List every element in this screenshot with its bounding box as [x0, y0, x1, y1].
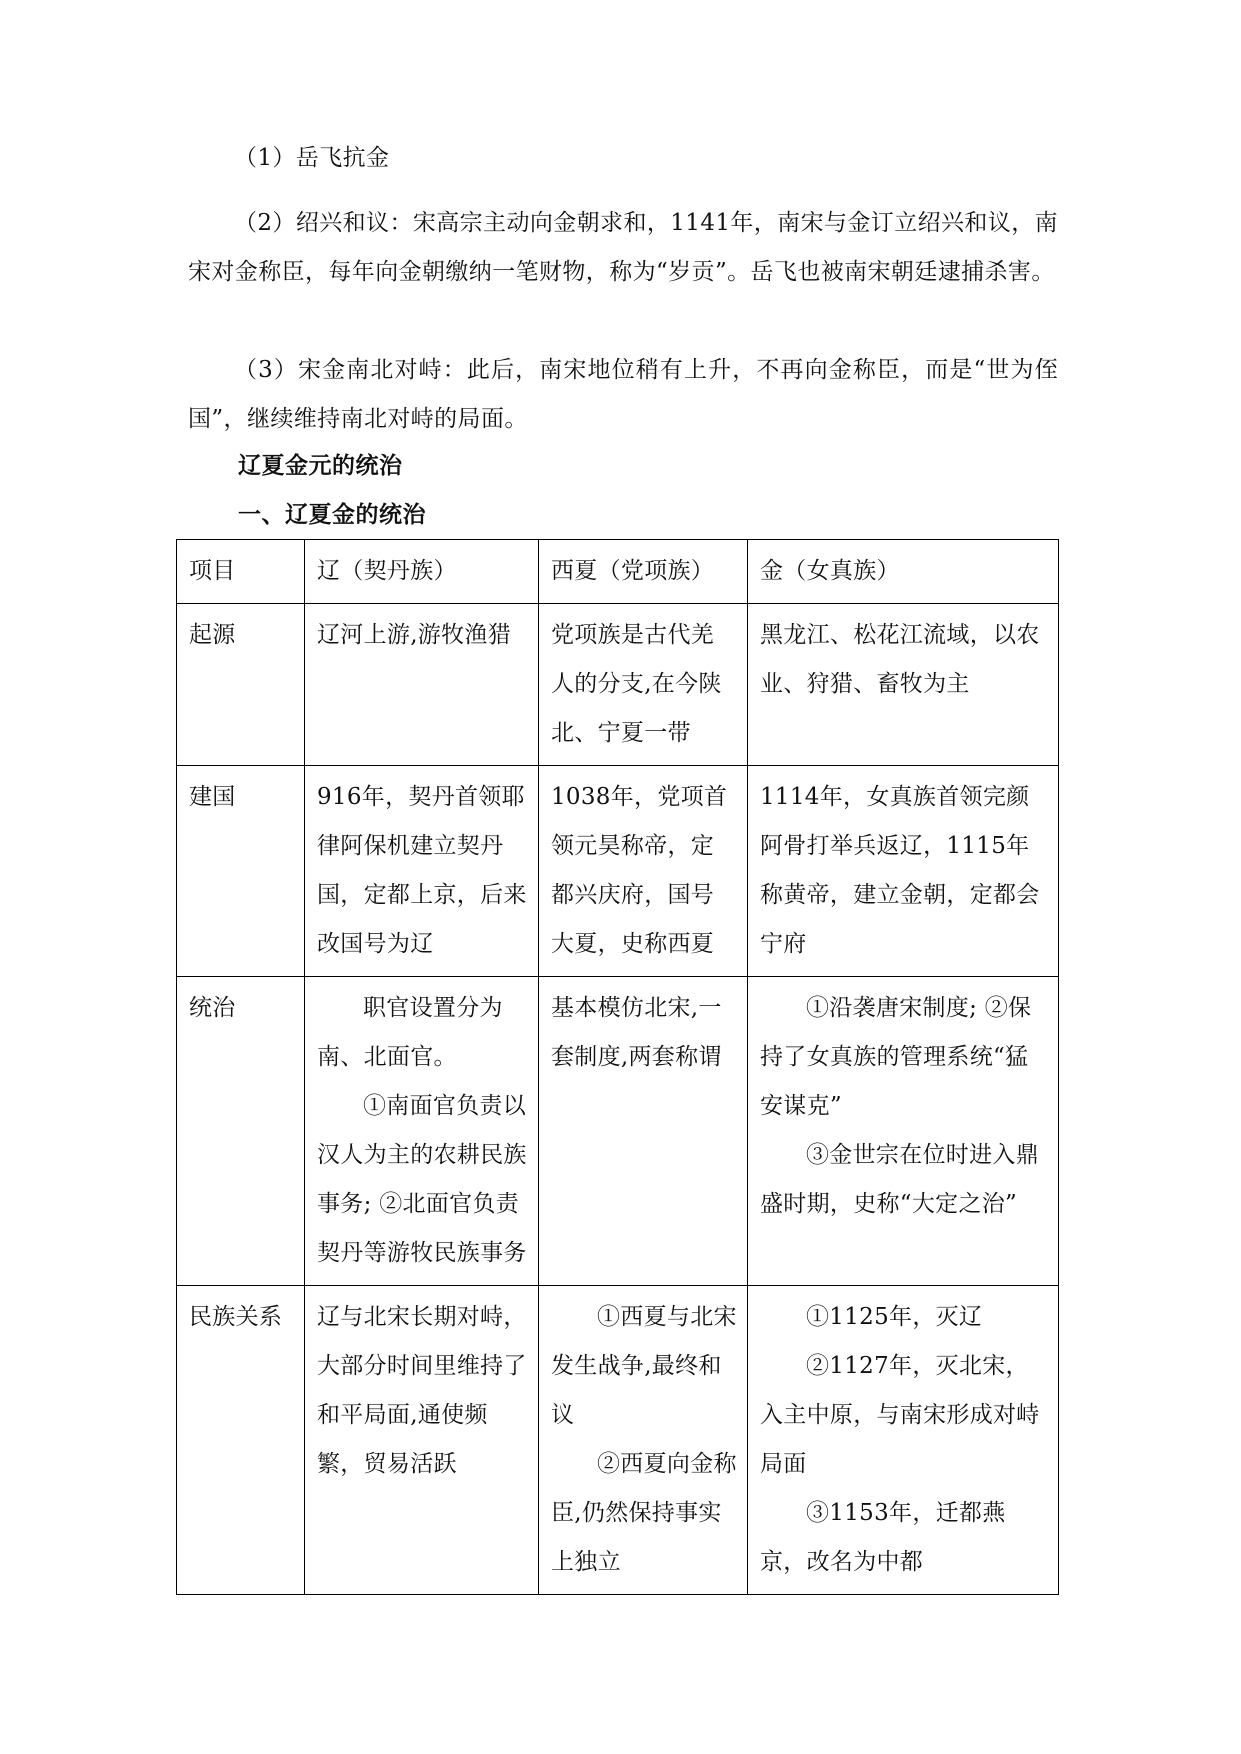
cell-rule-jin-text-2: ③金世宗在位时进入鼎盛时期，史称“大定之治”: [760, 1142, 1039, 1217]
cell-founding-jin: 1114年，女真族首领完颜阿骨打举兵返辽，1115年称黄帝，建立金朝，定都会宁府: [748, 766, 1059, 977]
header-cell-jin: 金（女真族）: [748, 540, 1059, 604]
table-row-founding: [177, 766, 1059, 977]
cell-origin-xixia: 党项族是古代羌人的分支,在今陕北、宁夏一带: [539, 604, 748, 766]
cell-relations-xixia-text-2: ②西夏向金称臣,仍然保持事实上独立: [551, 1451, 737, 1575]
cell-founding-xixia: 1038年，党项首领元昊称帝，定都兴庆府，国号大夏，史称西夏: [539, 766, 748, 977]
cell-relations-xixia: [539, 1286, 748, 1595]
table-row-relations: [177, 1286, 1059, 1595]
paragraph-shaoxing-peace: （2）绍兴和议：宋高宗主动向金朝求和，1141年，南宋与金订立绍兴和议，南宋对金称臣，每年向金朝缴纳一笔财物，称为“岁贡”。岳飞也被南宋朝廷逮捕杀害。: [188, 210, 1058, 285]
cell-rule-liao-text-2: ①南面官负责以汉人为主的农耕民族事务; ②北面官负责契丹等游牧民族事务: [317, 1093, 527, 1266]
paragraph-song-jin-standoff: （3）宋金南北对峙：此后，南宋地位稍有上升，不再向金称臣，而是“世为侄国”，继续维持南北对峙的局面。: [188, 357, 1058, 432]
row-label-relations: 民族关系: [177, 1286, 305, 1595]
section-title: 辽夏金元的统治: [238, 452, 403, 479]
paragraph-yuefei: （1）岳飞抗金: [234, 145, 390, 171]
table-header-row: [177, 540, 1059, 604]
header-cell-item: 项目: [177, 540, 305, 604]
subsection-title: 一、辽夏金的统治: [238, 501, 426, 528]
cell-relations-jin-text-2: ②1127年，灭北宋，入主中原，与南宋形成对峙局面: [760, 1353, 1040, 1477]
cell-relations-liao: 辽与北宋长期对峙，大部分时间里维持了和平局面,通使频繁，贸易活跃: [305, 1286, 539, 1595]
liao-xia-jin-table: [176, 539, 1059, 1595]
cell-relations-jin-text-3: ③1153年，迁都燕京，改名为中都: [760, 1500, 1006, 1575]
row-label-founding: 建国: [177, 766, 305, 977]
row-label-rule: 统治: [177, 977, 305, 1286]
cell-relations-jin-text-1: ①1125年，灭辽: [806, 1304, 983, 1330]
cell-relations-xixia-text-1: ①西夏与北宋发生战争,最终和议: [551, 1304, 737, 1428]
cell-rule-liao: [305, 977, 539, 1286]
table-row-origin: [177, 604, 1059, 766]
cell-rule-liao-text-1: 职官设置分为南、北面官。: [317, 995, 503, 1070]
header-cell-xixia: 西夏（党项族）: [539, 540, 748, 604]
table-row-rule: [177, 977, 1059, 1286]
cell-rule-xixia: 基本模仿北宋,一套制度,两套称谓: [539, 977, 748, 1286]
cell-origin-jin: 黑龙江、松花江流域，以农业、狩猎、畜牧为主: [748, 604, 1059, 766]
header-cell-liao: 辽（契丹族）: [305, 540, 539, 604]
cell-founding-liao: 916年，契丹首领耶律阿保机建立契丹国，定都上京，后来改国号为辽: [305, 766, 539, 977]
row-label-origin: 起源: [177, 604, 305, 766]
cell-rule-jin: [748, 977, 1059, 1286]
cell-relations-jin: [748, 1286, 1059, 1595]
cell-rule-jin-text-1: ①沿袭唐宋制度; ②保持了女真族的管理系统“猛安谋克”: [760, 995, 1032, 1119]
cell-origin-liao: 辽河上游,游牧渔猎: [305, 604, 539, 766]
